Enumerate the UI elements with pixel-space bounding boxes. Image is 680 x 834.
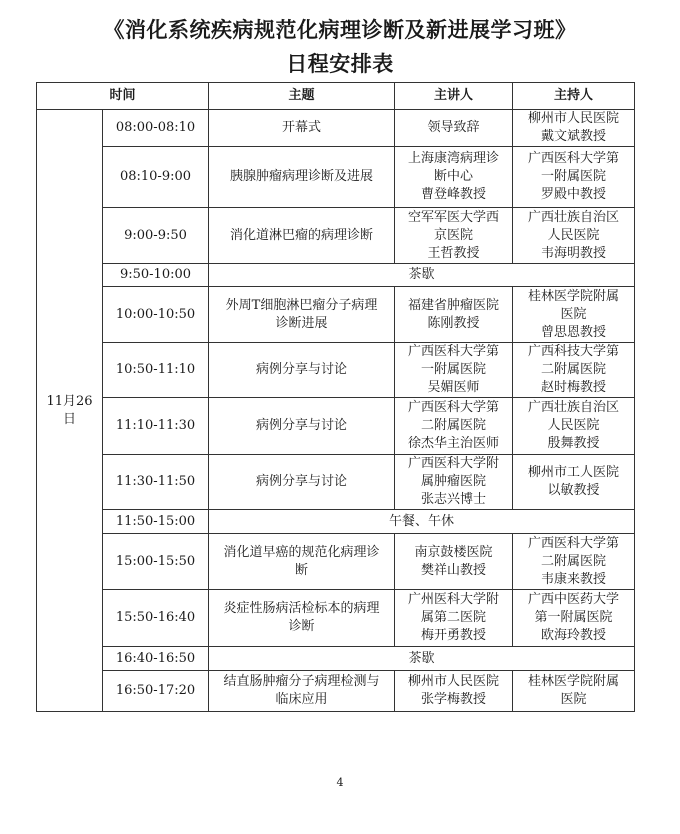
time-cell: 11:10-11:30 xyxy=(103,398,209,455)
table-row xyxy=(37,647,635,671)
speaker-line: 空军军医大学西 xyxy=(408,209,500,225)
speaker-cell xyxy=(395,590,513,647)
speaker-line: 吴媚医师 xyxy=(427,380,480,395)
host-cell xyxy=(513,208,635,264)
time-cell: 08:10-9:00 xyxy=(103,147,209,208)
speaker-line: 断中心 xyxy=(434,169,474,184)
topic-line: 病例分享与讨论 xyxy=(256,362,348,377)
topic-cell xyxy=(209,671,395,712)
schedule-body xyxy=(37,110,635,712)
speaker-cell xyxy=(395,534,513,590)
topic-line: 消化道淋巴瘤的病理诊断 xyxy=(230,227,374,243)
host-line: 赵时梅教授 xyxy=(541,380,607,395)
speaker-line: 领导致辞 xyxy=(427,120,480,135)
time-cell: 16:50-17:20 xyxy=(103,671,209,712)
host-line: 人民医院 xyxy=(547,418,600,433)
host-line: 欧海玲教授 xyxy=(541,628,607,643)
topic-cell xyxy=(209,147,395,208)
speaker-line: 一附属医院 xyxy=(421,362,487,377)
host-line: 桂林医学院附属 xyxy=(528,288,620,304)
topic-line: 消化道早癌的规范化病理诊 xyxy=(223,544,380,560)
table-row xyxy=(37,287,635,343)
speaker-cell xyxy=(395,110,513,147)
speaker-line: 广西医科大学第 xyxy=(408,400,500,415)
host-line: 以敏教授 xyxy=(547,483,600,498)
host-line: 戴文斌教授 xyxy=(541,129,607,144)
host-line: 广西壮族自治区 xyxy=(528,209,620,225)
speaker-line: 陈刚教授 xyxy=(427,315,480,331)
time-cell: 08:00-08:10 xyxy=(103,110,209,147)
time-cell: 11:30-11:50 xyxy=(103,455,209,510)
topic-cell xyxy=(209,343,395,398)
topic-line: 病例分享与讨论 xyxy=(256,418,348,433)
topic-line: 炎症性肠病活检标本的病理 xyxy=(223,601,380,616)
speaker-line: 王哲教授 xyxy=(427,245,480,261)
speaker-line: 京医院 xyxy=(434,227,474,243)
topic-cell xyxy=(209,208,395,264)
table-row xyxy=(37,671,635,712)
topic-line: 外周T细胞淋巴瘤分子病理 xyxy=(225,297,378,313)
table-header-row xyxy=(37,83,635,110)
speaker-line: 张志兴博士 xyxy=(421,492,487,507)
table-row xyxy=(37,208,635,264)
topic-cell xyxy=(209,455,395,510)
time-cell: 15:00-15:50 xyxy=(103,534,209,590)
speaker-line: 柳州市人民医院 xyxy=(408,674,500,689)
host-line: 第一附属医院 xyxy=(534,610,613,625)
speaker-cell xyxy=(395,147,513,208)
topic-cell xyxy=(209,287,395,343)
topic-line: 诊断 xyxy=(288,619,315,634)
topic-line: 诊断进展 xyxy=(275,315,328,331)
host-line: 医院 xyxy=(560,306,587,322)
speaker-cell xyxy=(395,455,513,510)
speaker-cell xyxy=(395,343,513,398)
host-cell xyxy=(513,110,635,147)
topic-line: 临床应用 xyxy=(275,692,328,707)
host-line: 人民医院 xyxy=(547,227,600,243)
speaker-line: 广州医科大学附 xyxy=(408,592,500,607)
table-row xyxy=(37,510,635,534)
host-cell xyxy=(513,343,635,398)
table-row xyxy=(37,534,635,590)
break-cell: 午餐、午休 xyxy=(209,510,635,534)
speaker-line: 曹登峰教授 xyxy=(421,187,487,202)
speaker-line: 二附属医院 xyxy=(421,418,487,433)
host-line: 柳州市人民医院 xyxy=(528,111,620,126)
table-row xyxy=(37,343,635,398)
host-cell xyxy=(513,671,635,712)
page-number: 4 xyxy=(336,776,344,789)
time-cell: 9:00-9:50 xyxy=(103,208,209,264)
topic-line: 断 xyxy=(295,562,309,578)
host-line: 广西医科大学第 xyxy=(528,535,620,551)
host-line: 曾思恩教授 xyxy=(541,324,607,340)
host-line: 殷舞教授 xyxy=(547,436,600,451)
time-cell: 15:50-16:40 xyxy=(103,590,209,647)
speaker-cell xyxy=(395,208,513,264)
host-line: 广西科技大学第 xyxy=(528,344,620,359)
table-row xyxy=(37,110,635,147)
date-cell: 11月26日 xyxy=(37,110,103,712)
speaker-line: 广西医科大学第 xyxy=(408,344,500,359)
time-cell: 11:50-15:00 xyxy=(103,510,209,534)
host-line: 柳州市工人医院 xyxy=(528,465,620,480)
speaker-line: 福建省肿瘤医院 xyxy=(408,297,500,313)
time-cell: 10:50-11:10 xyxy=(103,343,209,398)
break-cell: 茶歇 xyxy=(209,264,635,287)
host-line: 广西医科大学第 xyxy=(528,151,620,166)
host-line: 韦康来教授 xyxy=(541,571,607,587)
topic-line: 病例分享与讨论 xyxy=(256,474,348,489)
speaker-cell xyxy=(395,398,513,455)
speaker-cell xyxy=(395,671,513,712)
header-topic: 主题 xyxy=(209,83,395,110)
host-line: 韦海明教授 xyxy=(541,245,607,261)
table-row xyxy=(37,455,635,510)
host-line: 罗殿中教授 xyxy=(541,187,607,202)
host-cell xyxy=(513,590,635,647)
host-line: 医院 xyxy=(560,692,587,707)
topic-cell xyxy=(209,110,395,147)
speaker-line: 樊祥山教授 xyxy=(421,562,487,578)
table-row xyxy=(37,398,635,455)
topic-line: 开幕式 xyxy=(282,120,322,135)
host-cell xyxy=(513,534,635,590)
time-cell: 16:40-16:50 xyxy=(103,647,209,671)
speaker-line: 属肿瘤医院 xyxy=(421,474,487,489)
topic-cell xyxy=(209,590,395,647)
host-cell xyxy=(513,455,635,510)
topic-cell xyxy=(209,398,395,455)
header-speaker: 主讲人 xyxy=(395,83,513,110)
speaker-line: 梅开勇教授 xyxy=(421,628,487,643)
host-line: 广西中医药大学 xyxy=(528,592,620,607)
speaker-line: 属第二医院 xyxy=(421,610,487,625)
speaker-cell xyxy=(395,287,513,343)
speaker-line: 广西医科大学附 xyxy=(408,456,500,471)
table-row xyxy=(37,147,635,208)
break-cell: 茶歇 xyxy=(209,647,635,671)
table-row xyxy=(37,264,635,287)
speaker-line: 上海康湾病理诊 xyxy=(408,151,500,166)
header-host: 主持人 xyxy=(513,83,635,110)
host-cell xyxy=(513,147,635,208)
time-cell: 9:50-10:00 xyxy=(103,264,209,287)
host-line: 桂林医学院附属 xyxy=(528,674,620,689)
speaker-line: 南京鼓楼医院 xyxy=(414,544,493,560)
schedule-table xyxy=(36,82,635,712)
topic-line: 结直肠肿瘤分子病理检测与 xyxy=(223,674,380,689)
host-cell xyxy=(513,398,635,455)
host-line: 二附属医院 xyxy=(541,362,607,377)
host-line: 广西壮族自治区 xyxy=(528,400,620,415)
header-time: 时间 xyxy=(37,83,209,110)
speaker-line: 张学梅教授 xyxy=(421,692,487,707)
host-cell xyxy=(513,287,635,343)
topic-cell xyxy=(209,534,395,590)
document-title: 《消化系统疾病规范化病理诊断及新进展学习班》 xyxy=(103,18,577,42)
host-line: 二附属医院 xyxy=(541,553,607,569)
topic-line: 胰腺肿瘤病理诊断及进展 xyxy=(230,169,374,184)
table-row xyxy=(37,590,635,647)
host-line: 一附属医院 xyxy=(541,169,607,184)
document-subtitle: 日程安排表 xyxy=(286,52,394,76)
time-cell: 10:00-10:50 xyxy=(103,287,209,343)
speaker-line: 徐杰华主治医师 xyxy=(408,436,500,451)
